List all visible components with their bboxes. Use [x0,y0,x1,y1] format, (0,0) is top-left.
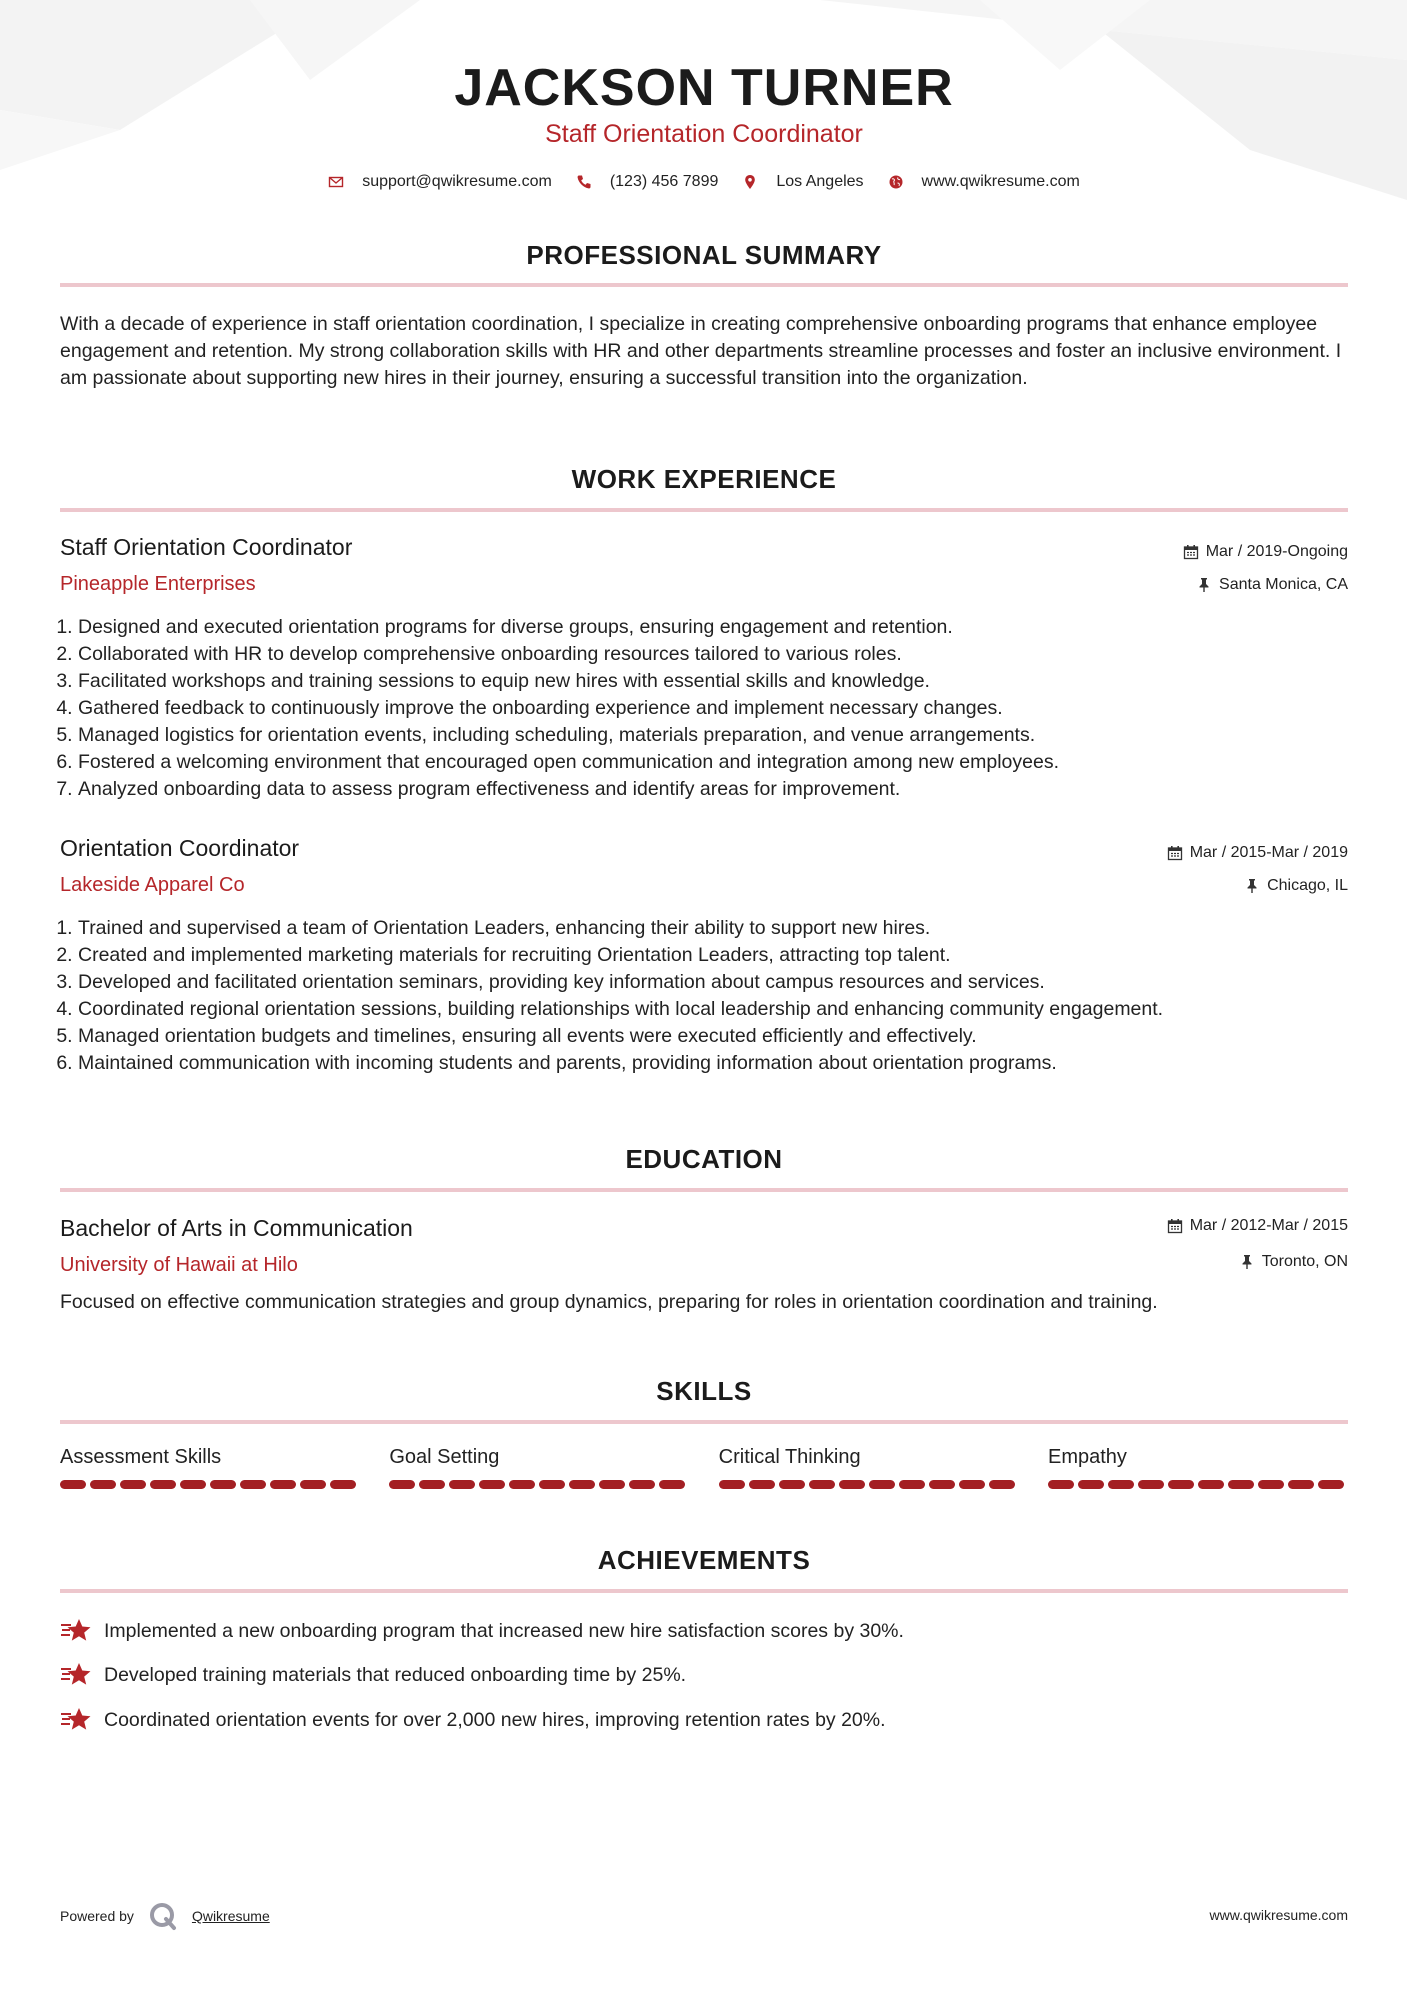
job-dates-text: Mar / 2015-Mar / 2019 [1189,844,1348,861]
footer-powered-by [60,1901,270,1931]
skill-name: Empathy [1047,1446,1127,1468]
skill-level-segment [779,1480,805,1489]
list-item: 1. Trained and supervised a team of Orientation Leaders, enhancing their ability to support new hires. [78,915,1348,942]
degree-title: Bachelor of Arts in Communication [60,1215,413,1241]
list-item: 7. Analyzed onboarding data to assess program effectiveness and identify areas for improvement. [78,776,1348,803]
job-title: Orientation Coordinator [60,835,300,861]
skill-item [719,1446,1019,1490]
powered-by-label: Powered by [60,1908,134,1924]
skill-level-segment [240,1480,266,1489]
skill-level-segment [569,1480,595,1489]
calendar-icon [1183,544,1199,560]
skill-level-segment [1288,1480,1314,1489]
education-location [1239,1253,1348,1271]
education-divider [60,1188,1348,1192]
contact-website[interactable] [888,173,1080,191]
job-location-text: Chicago, IL [1267,877,1348,894]
calendar-icon [1167,845,1183,861]
skill-level-segment [509,1480,535,1489]
skill-level-segment [150,1480,176,1489]
skill-level-segment [1108,1480,1134,1489]
skills-divider [60,1420,1348,1424]
skill-level-segment [270,1480,296,1489]
skill-name: Assessment Skills [60,1446,222,1468]
calendar-icon [1167,1218,1183,1234]
school-name: University of Hawaii at Hilo [60,1254,298,1276]
skill-level-segment [869,1480,895,1489]
skill-level-bar [1048,1480,1348,1490]
education-description: Focused on effective communication strategies and group dynamics, preparing for roles in orientation coordination and training. [60,1291,1158,1313]
company-name: Lakeside Apparel Co [60,874,245,896]
skill-level-segment [449,1480,475,1489]
skill-name: Critical Thinking [718,1446,861,1468]
list-item: 4. Gathered feedback to continuously improve the onboarding experience and implement necessary changes. [78,695,1348,722]
qwikresume-logo-icon [148,1901,178,1931]
job-location [1196,576,1348,594]
skill-level-segment [330,1480,356,1489]
candidate-name: JACKSON TURNER [454,59,954,117]
star-icon [60,1706,92,1734]
skill-level-segment [389,1480,415,1489]
contact-email-text: support@qwikresume.com [362,173,552,190]
contact-location-text: Los Angeles [776,173,864,190]
achievement-item [60,1661,686,1689]
achievement-text: Coordinated orientation events for over 2,000 new hires, improving retention rates by 20%. [104,1708,886,1731]
skill-level-segment [989,1480,1015,1489]
skill-level-segment [959,1480,985,1489]
summary-heading: PROFESSIONAL SUMMARY [526,240,882,270]
summary-text: With a decade of experience in staff orientation coordination, I specialize in creating comprehensive onboarding programs that enhance employee engagement and retention. My strong collaboration skills with HR and other departments streamline processes and foster an inclusive environment. I am passionate about supporting new hires in their journey, ensuring a successful transition into the organization. [60,313,1342,389]
list-item: 5. Managed orientation budgets and timelines, ensuring all events were executed efficiently and effectively. [78,1023,1348,1050]
qwikresume-link[interactable]: Qwikresume [191,1908,270,1924]
job-location [1244,877,1348,895]
education-heading: EDUCATION [625,1144,783,1174]
list-item: 3. Developed and facilitated orientation seminars, providing key information about campus resources and services. [78,969,1348,996]
skill-name: Goal Setting [389,1446,500,1468]
job-dates [1183,543,1348,561]
achievements-divider [60,1589,1348,1593]
skill-level-segment [1138,1480,1164,1489]
pushpin-icon [1244,878,1260,894]
achievement-text: Implemented a new onboarding program that increased new hire satisfaction scores by 30%. [104,1619,904,1642]
skill-level-segment [1078,1480,1104,1489]
skill-level-segment [479,1480,505,1489]
skills-heading: SKILLS [656,1376,752,1406]
skill-level-segment [120,1480,146,1489]
achievement-item [60,1617,904,1645]
skill-level-bar [719,1480,1019,1490]
experience-heading: WORK EXPERIENCE [571,464,837,494]
list-item: 2. Created and implemented marketing materials for recruiting Orientation Leaders, attracting top talent. [78,942,1348,969]
education-dates [1167,1217,1348,1235]
contact-email[interactable] [328,173,552,191]
skill-level-segment [719,1480,745,1489]
job-location-text: Santa Monica, CA [1219,576,1348,593]
star-icon [60,1617,92,1645]
skills-list [60,1446,1348,1490]
skill-level-bar [389,1480,689,1490]
skill-level-bar [60,1480,360,1490]
job-title: Staff Orientation Coordinator [60,534,353,560]
skill-level-segment [539,1480,565,1489]
contact-phone-text: (123) 456 7899 [609,173,719,190]
skill-level-segment [419,1480,445,1489]
achievement-item [60,1706,886,1734]
job-bullets [60,614,1348,803]
envelope-icon [328,174,344,190]
list-item: 6. Fostered a welcoming environment that encouraged open communication and integration among new employees. [78,749,1348,776]
list-item: 6. Maintained communication with incoming students and parents, providing information about orientation programs. [78,1050,1348,1077]
contact-website-text: www.qwikresume.com [921,173,1080,190]
list-item: 5. Managed logistics for orientation events, including scheduling, materials preparation, and venue arrangements. [78,722,1348,749]
candidate-title: Staff Orientation Coordinator [545,120,863,148]
summary-divider [60,283,1348,287]
skill-level-segment [60,1480,86,1489]
skill-level-segment [929,1480,955,1489]
skill-level-segment [300,1480,326,1489]
skill-item [1048,1446,1348,1490]
footer-website[interactable]: www.qwikresume.com [1209,1907,1348,1923]
list-item: 1. Designed and executed orientation programs for diverse groups, ensuring engagement and retention. [78,614,1348,641]
skill-item [389,1446,689,1490]
skill-level-segment [1228,1480,1254,1489]
skill-level-segment [899,1480,925,1489]
contact-phone[interactable] [576,173,719,191]
skill-level-segment [180,1480,206,1489]
skill-level-segment [90,1480,116,1489]
globe-icon [888,174,904,190]
skill-level-segment [1198,1480,1224,1489]
skill-level-segment [1318,1480,1344,1489]
job-dates [1167,844,1348,862]
list-item: 4. Coordinated regional orientation sessions, building relationships with local leadership and enhancing community engagement. [78,996,1348,1023]
job-bullets [60,915,1348,1077]
skill-level-segment [659,1480,685,1489]
skill-level-segment [1168,1480,1194,1489]
skill-item [60,1446,360,1490]
skill-level-segment [1048,1480,1074,1489]
skill-level-segment [599,1480,625,1489]
skill-level-segment [1258,1480,1284,1489]
job-dates-text: Mar / 2019-Ongoing [1205,543,1348,560]
skill-level-segment [210,1480,236,1489]
education-location-text: Toronto, ON [1261,1253,1348,1270]
list-item: 3. Facilitated workshops and training sessions to equip new hires with essential skills and knowledge. [78,668,1348,695]
list-item: 2. Collaborated with HR to develop comprehensive onboarding resources tailored to various roles. [78,641,1348,668]
company-name: Pineapple Enterprises [60,573,256,595]
map-pin-icon [742,174,758,190]
skill-level-segment [629,1480,655,1489]
skill-level-segment [749,1480,775,1489]
achievements-heading: ACHIEVEMENTS [597,1545,811,1575]
education-dates-text: Mar / 2012-Mar / 2015 [1189,1217,1348,1234]
phone-icon [576,174,592,190]
skill-level-segment [839,1480,865,1489]
contact-bar [60,173,1348,191]
star-icon [60,1661,92,1689]
pushpin-icon [1239,1254,1255,1270]
achievement-text: Developed training materials that reduced onboarding time by 25%. [104,1663,687,1686]
skill-level-segment [809,1480,835,1489]
pushpin-icon [1196,577,1212,593]
contact-location [742,173,863,191]
experience-divider [60,508,1348,512]
